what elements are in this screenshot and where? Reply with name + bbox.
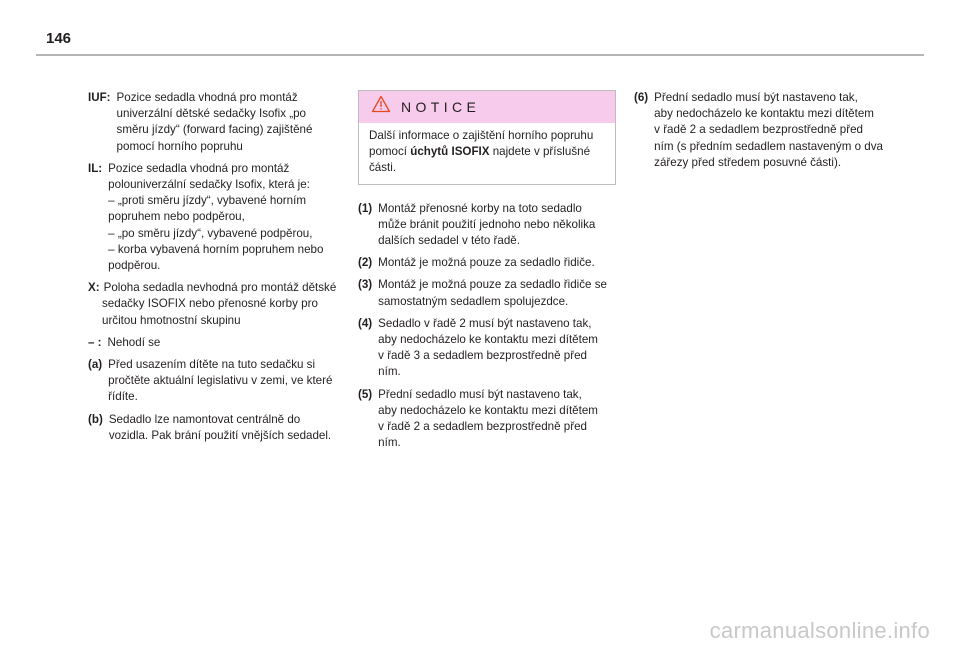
footnote-key: (2): [358, 256, 373, 270]
watermark-link[interactable]: carmanualsonline.info: [709, 617, 930, 643]
legend-text-line: podpěrou.: [108, 259, 161, 273]
column-middle: [358, 90, 616, 457]
footnote-text-line: ním (s předním sedadlem nastaveným o dva: [654, 139, 883, 153]
footnote-4: [358, 316, 616, 381]
notice-box: [358, 90, 616, 185]
footnote-text-line: může bránit použití jednoho nebo několika: [378, 217, 596, 231]
footnote-text-line: řídíte.: [108, 390, 138, 404]
notice-header: [359, 91, 615, 123]
footnote-text-line: pročtěte aktuální legislativu v zemi, ve které: [108, 374, 333, 388]
footnote-text-line: Sedadlo lze namontovat centrálně do: [108, 412, 301, 426]
footnote-text-line: zářezy před středem posuvné části).: [654, 155, 842, 169]
footnote-text-line: Před usazením dítěte na tuto sedačku si: [108, 358, 316, 372]
legend-text-line: pomocí horního popruhu: [116, 139, 243, 153]
legend-entry-iuf: [88, 90, 350, 155]
legend-entry-dash: [88, 335, 350, 351]
footnote-text-line: aby nedocházelo ke kontaktu mezi dítětem: [378, 333, 598, 347]
footnote-key: (4): [358, 316, 373, 330]
footnote-text-line: Montáž je možná pouze za sedadlo řidiče se: [378, 278, 607, 292]
notice-text-line: Další informace o zajištění horního popruhu: [369, 129, 594, 142]
footnote-text-line: Přední sedadlo musí být nastaveno tak,: [654, 91, 858, 104]
footnote-text-line: dalších sedadel v této řadě.: [378, 234, 520, 248]
notice-body: [359, 123, 615, 184]
legend-text-line: – „po směru jízdy“, vybavené podpěrou,: [108, 226, 313, 240]
notice-text-line: části.: [369, 161, 397, 175]
legend-text-line: – „proti směru jízdy“, vybavené horním: [108, 194, 306, 208]
legend-key: – :: [88, 335, 102, 349]
legend-text-line: – korba vybavená horním popruhem nebo: [108, 242, 324, 256]
legend-entry-x: [88, 280, 350, 329]
footnote-6: [634, 90, 896, 171]
legend-entry-il: [88, 161, 350, 274]
footnote-b: [88, 412, 350, 444]
legend-key: X:: [88, 281, 100, 295]
footnote-text-line: Sedadlo v řadě 2 musí být nastaveno tak,: [378, 316, 592, 330]
warning-triangle-icon: [371, 95, 391, 118]
legend-key: IL:: [88, 161, 103, 175]
column-left: [88, 90, 350, 450]
notice-text: pomocí: [369, 145, 411, 159]
notice-title: NOTICE: [401, 98, 481, 115]
footnote-text-line: aby nedocházelo ke kontaktu mezi dítětem: [378, 403, 598, 417]
footnote-5: [358, 387, 616, 452]
footnote-1: [358, 201, 616, 250]
footnote-key: (b): [88, 412, 103, 426]
footnote-key: (5): [358, 387, 373, 401]
column-right: [634, 90, 896, 177]
notice-text: najdete v příslušné: [489, 145, 591, 159]
footnote-key: (3): [358, 278, 373, 292]
footnote-text-line: samostatným sedadlem spolujezdce.: [378, 294, 569, 308]
footnote-text-line: Montáž je možná pouze za sedadlo řidiče.: [378, 256, 595, 270]
footnote-key: (6): [634, 91, 649, 104]
legend-text-line: popruhem nebo podpěrou,: [108, 210, 245, 224]
legend-text-line: Nehodí se: [107, 335, 161, 349]
header-rule: [36, 54, 924, 56]
footnote-text-line: Přední sedadlo musí být nastaveno tak,: [378, 387, 582, 401]
legend-text-line: polouniverzální sedačky Isofix, která je:: [108, 178, 310, 192]
legend-text-line: Pozice sedadla vhodná pro montáž: [108, 161, 290, 175]
legend-text-line: sedačky ISOFIX nebo přenosné korby pro: [102, 297, 318, 311]
footnote-text-line: Montáž přenosné korby na toto sedadlo: [378, 201, 582, 215]
footnote-text-line: ním.: [378, 365, 401, 379]
legend-text-line: univerzální dětské sedačky Isofix „po: [116, 107, 307, 121]
footnote-2: [358, 255, 616, 271]
legend-text-line: Pozice sedadla vhodná pro montáž: [116, 91, 298, 104]
notice-emphasis: úchytů ISOFIX: [410, 145, 490, 159]
footnote-text-line: v řadě 2 a sedadlem bezprostředně před: [378, 420, 587, 434]
footnote-key: (1): [358, 201, 373, 215]
legend-text-line: Poloha sedadla nevhodná pro montáž dětské: [103, 281, 337, 295]
footnote-text-line: ním.: [378, 436, 401, 450]
footnote-3: [358, 277, 616, 309]
legend-key: IUF:: [88, 91, 111, 104]
page-number: 146: [46, 30, 72, 47]
footnote-text-line: aby nedocházelo ke kontaktu mezi dítětem: [654, 107, 874, 121]
footnote-text-line: v řadě 3 a sedadlem bezprostředně před: [378, 349, 587, 363]
notice-text-line: [369, 144, 605, 160]
legend-text-line: směru jízdy“ (forward facing) zajištěné: [116, 123, 313, 137]
legend-text-line: určitou hmotnostní skupinu: [102, 313, 241, 327]
footnote-text-line: v řadě 2 a sedadlem bezprostředně před: [654, 123, 863, 137]
footnote-key: (a): [88, 358, 103, 372]
footnote-a: [88, 357, 350, 406]
footnote-text-line: vozidla. Pak brání použití vnějších sedadel.: [108, 428, 332, 442]
